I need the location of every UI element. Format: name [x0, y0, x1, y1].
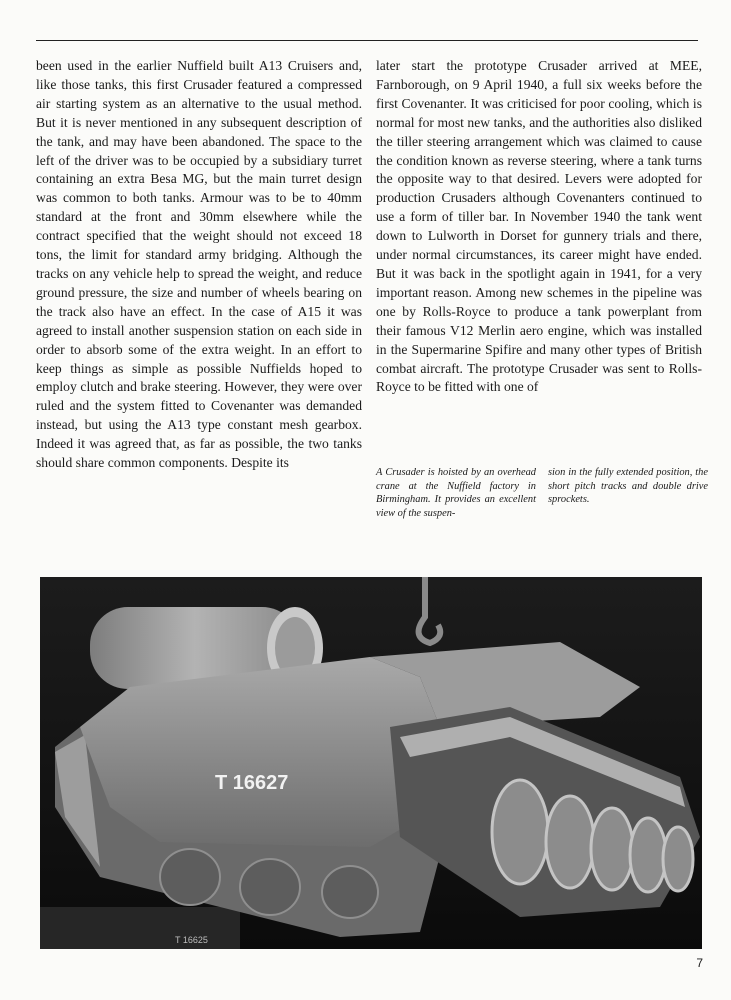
header-rule	[36, 40, 698, 41]
background-tank-number: T 16625	[175, 935, 208, 945]
hull-number-marking: T 16627	[215, 772, 289, 794]
photo-caption-part-2: sion in the fully extended position, the short pitch tracks and double drive sprockets.	[548, 467, 708, 506]
page-number: 7	[696, 956, 703, 970]
body-text-right-column: later start the prototype Crusader arrived at MEE, Farnborough, on 9 April 1940, a full six weeks before the first Covenanter. It was criticised for poor cooling, which is normal for most new tanks, and the authorities also disliked the tiller steering arrangement which was claimed to cause the condition known as reverse steering, where a tank turns the opposite way to that desired. Levers were adopted for production Crusaders although Covenanters continued to use a form of tiller bar. In November 1940 the tank went down to Lulworth in Dorset for gunnery trials and there, under normal circumstances, its career might have ended. But it was back in the spotlight again in 1941, for a very important reason. Among new schemes in the pipeline was one by Rolls-Royce to produce a tank powerplant from their famous V12 Merlin aero engine, which was installed in the Supermarine Spifire and many other types of British combat aircraft. The prototype Crusader was sent to Rolls-Royce to be fitted with one of	[376, 58, 702, 395]
background-tank	[40, 907, 240, 949]
body-text-left-column: been used in the earlier Nuffield built A13 Cruisers and, like those tanks, this first Crusader featured a compressed air starting system as an alternative to the usual method. But it is never mentioned in any subsequent description of the tank, and may have been abandoned. The space to the left of the driver was to be occupied by a subsidiary turret containing an extra Besa MG, but the main turret design was common to both tanks. Armour was to be to 40mm standard at the front and 30mm elsewhere while the contract specified that the weight should not exceed 18 tons, the limit for standard army bridging. Although the tracks on any vehicle help to spread the weight, and reduce ground pressure, the size and number of wheels bearing on the track also have an effect. In the case of A15 it was agreed to install another suspension station on each side in order to absorb some of the extra weight. In an effort to keep things as simple as possible Nuffields hoped to employ clutch and brake steering. However, they were over ruled and the system fitted to Covenanter was demanded instead, but using the A13 type constant mesh gearbox. Indeed it was agreed that, as far as possible, the two tanks should share common components. Despite its	[36, 58, 362, 471]
tank-photo	[40, 577, 702, 949]
photo-caption-part-1: A Crusader is hoisted by an overhead crane at the Nuffield factory in Birmingham. It provides an excellent view of the suspen-	[376, 467, 536, 519]
crusader-tank-illustration	[40, 577, 702, 949]
